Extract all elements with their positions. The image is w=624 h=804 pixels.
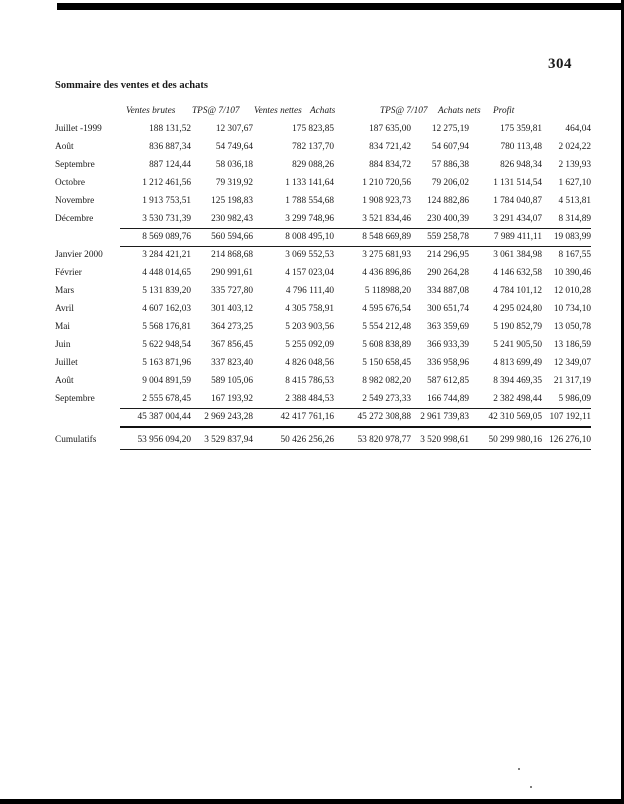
row-label: Juillet -1999: [55, 124, 102, 134]
cell-value: 12 275,19: [431, 124, 469, 134]
column-header-achats: Achats: [310, 106, 336, 116]
cell-value: 107 192,11: [542, 409, 591, 428]
cell-value: 2 555 678,45: [120, 391, 191, 409]
cell-value: 50 299 980,16: [469, 432, 542, 450]
table-row: [55, 283, 591, 301]
table-row: [55, 355, 591, 373]
row-label: Août: [55, 142, 74, 152]
cell-value: 887 124,44: [149, 160, 191, 170]
table-row: [55, 139, 591, 157]
cell-value: 8 415 786,53: [285, 376, 334, 386]
cell-value: 7 989 411,11: [469, 229, 542, 247]
column-header-ventes-brutes: Ventes brutes: [126, 106, 176, 116]
cell-value: 230 982,43: [191, 211, 253, 229]
cell-value: 3 069 552,53: [285, 250, 334, 260]
cell-value: 21 317,19: [553, 376, 591, 386]
cell-value: 214 868,68: [211, 250, 253, 260]
cell-value: 363 359,69: [427, 322, 469, 332]
cell-value: 5 203 903,56: [285, 322, 334, 332]
cell-value: 5 190 852,79: [493, 322, 542, 332]
cell-value: 2 549 273,33: [334, 391, 411, 409]
cell-value: 167 193,92: [191, 391, 253, 409]
cell-value: 2 961 739,83: [411, 409, 469, 428]
cell-value: 124 882,86: [427, 196, 469, 206]
cell-value: 79 319,92: [215, 178, 253, 188]
cell-value: 50 426 256,26: [253, 432, 334, 450]
cell-value: 187 635,00: [369, 124, 411, 134]
cell-value: 58 036,18: [215, 160, 253, 170]
row-label: [55, 409, 120, 428]
row-label: Août: [55, 376, 74, 386]
cell-value: 175 359,81: [500, 124, 542, 134]
cell-value: 5 986,09: [542, 391, 591, 409]
cell-value: 42 417 761,16: [253, 409, 334, 428]
cell-value: 1 627,10: [558, 178, 591, 188]
cell-value: 4 305 758,91: [285, 304, 334, 314]
cell-value: 8 008 495,10: [253, 229, 334, 247]
table-row: [55, 301, 591, 319]
cell-value: 5 622 948,54: [142, 340, 191, 350]
cell-value: 12 010,28: [553, 286, 591, 296]
cell-value: 367 856,45: [211, 340, 253, 350]
cell-value: 5 118988,20: [364, 286, 411, 296]
cell-value: 3 530 731,39: [120, 211, 191, 229]
cell-value: 13 186,59: [553, 340, 591, 350]
cell-value: 1 131 514,54: [493, 178, 542, 188]
table-row: [55, 211, 591, 229]
cell-value: 290 991,61: [211, 268, 253, 278]
cell-value: 42 310 569,05: [469, 409, 542, 428]
row-label: Septembre: [55, 394, 95, 404]
cell-value: 4 796 111,40: [285, 286, 334, 296]
row-label: Décembre: [55, 214, 94, 224]
cell-value: 464,04: [565, 124, 591, 134]
table-row: [55, 391, 591, 409]
row-label: Cumulatifs: [55, 435, 97, 445]
cell-value: 364 273,25: [211, 322, 253, 332]
cell-value: 54 749,64: [215, 142, 253, 152]
table-row: [55, 337, 591, 355]
row-label: Mars: [55, 286, 75, 296]
cell-value: 1 212 461,56: [142, 178, 191, 188]
cell-value: 3 299 748,96: [253, 211, 334, 229]
cell-value: 8 548 669,89: [334, 229, 411, 247]
cell-value: 9 004 891,59: [142, 376, 191, 386]
cell-value: 230 400,39: [411, 211, 469, 229]
cell-value: 782 137,70: [292, 142, 334, 152]
cell-value: 4 813 699,49: [493, 358, 542, 368]
row-label: Février: [55, 268, 82, 278]
cell-value: 1 210 720,56: [362, 178, 411, 188]
table-row: [55, 247, 591, 265]
cumulative-row: [55, 432, 591, 450]
table-row: [55, 121, 591, 139]
cell-value: 19 083,99: [542, 229, 591, 247]
column-header-ventes-nettes: Ventes nettes: [254, 106, 302, 116]
cell-value: 45 387 004,44: [120, 409, 191, 428]
cell-value: 3 520 998,61: [411, 432, 469, 450]
cell-value: 12 349,07: [553, 358, 591, 368]
cell-value: 8 167,55: [558, 250, 591, 260]
cell-value: 175 823,85: [292, 124, 334, 134]
cell-value: 8 569 089,76: [120, 229, 191, 247]
cell-value: 8 982 082,20: [362, 376, 411, 386]
cell-value: 2 024,22: [558, 142, 591, 152]
cell-value: 4 784 101,12: [493, 286, 542, 296]
table-row: [55, 373, 591, 391]
cell-value: 587 612,85: [427, 376, 469, 386]
cell-value: 2 388 484,53: [253, 391, 334, 409]
cell-value: 5 131 839,20: [142, 286, 191, 296]
cell-value: 4 595 676,54: [362, 304, 411, 314]
cell-value: 5 163 871,96: [142, 358, 191, 368]
row-label: Avril: [55, 304, 74, 314]
row-label: Novembre: [55, 196, 95, 206]
cell-value: 5 241 905,50: [493, 340, 542, 350]
row-label: Septembre: [55, 160, 95, 170]
cell-value: 188 131,52: [149, 124, 191, 134]
column-header-achats-nets: Achats nets: [438, 106, 481, 116]
cell-value: 79 206,02: [431, 178, 469, 188]
table-row: [55, 265, 591, 283]
scan-speck: [518, 768, 520, 770]
cell-value: 1 913 753,51: [142, 196, 191, 206]
row-label: Juin: [55, 340, 71, 350]
summary-table: [55, 121, 591, 450]
cell-value: 1 784 040,87: [493, 196, 542, 206]
cell-value: 53 956 094,20: [120, 432, 191, 450]
scan-border-top: [57, 3, 624, 10]
cell-value: 45 272 308,88: [334, 409, 411, 428]
cell-value: 301 403,12: [211, 304, 253, 314]
table-row: [55, 157, 591, 175]
cell-value: 4 436 896,86: [362, 268, 411, 278]
cell-value: 2 139,93: [558, 160, 591, 170]
cell-value: 559 258,78: [411, 229, 469, 247]
cell-value: 335 727,80: [211, 286, 253, 296]
cell-value: 126 276,10: [542, 432, 591, 450]
cell-value: 8 314,89: [542, 211, 591, 229]
cell-value: 13 050,78: [553, 322, 591, 332]
cell-value: 780 113,48: [500, 142, 542, 152]
cell-value: 5 568 176,81: [142, 322, 191, 332]
cell-value: 4 146 632,58: [493, 268, 542, 278]
row-label: Octobre: [55, 178, 85, 188]
cell-value: 836 887,34: [149, 142, 191, 152]
cell-value: 3 061 384,98: [493, 250, 542, 260]
cell-value: 4 826 048,56: [285, 358, 334, 368]
table-row: [55, 319, 591, 337]
row-label: Janvier 2000: [55, 250, 103, 260]
cell-value: 560 594,66: [191, 229, 253, 247]
cell-value: 4 607 162,03: [142, 304, 191, 314]
cell-value: 300 651,74: [427, 304, 469, 314]
cell-value: 3 521 834,46: [334, 211, 411, 229]
cell-value: 826 948,34: [500, 160, 542, 170]
cell-value: 884 834,72: [369, 160, 411, 170]
subtotal-row: [55, 229, 591, 247]
cell-value: 4 513,81: [558, 196, 591, 206]
total-row: [55, 409, 591, 427]
cell-value: 1 788 554,68: [285, 196, 334, 206]
cell-value: 2 382 498,44: [469, 391, 542, 409]
cell-value: 829 088,26: [292, 160, 334, 170]
column-header-tps-ventes: TPS@ 7/107: [192, 106, 240, 116]
cell-value: 8 394 469,35: [493, 376, 542, 386]
page-number: 304: [548, 56, 572, 72]
table-row: [55, 175, 591, 193]
column-header-tps-achats: TPS@ 7/107: [380, 106, 428, 116]
cell-value: 290 264,28: [427, 268, 469, 278]
document-title: Sommaire des ventes et des achats: [55, 80, 208, 91]
cell-value: 1 908 923,73: [362, 196, 411, 206]
table-row: [55, 193, 591, 211]
cell-value: 834 721,42: [369, 142, 411, 152]
cell-value: 2 969 243,28: [191, 409, 253, 428]
cell-value: 337 823,40: [211, 358, 253, 368]
cell-value: 4 295 024,80: [493, 304, 542, 314]
cell-value: 3 529 837,94: [191, 432, 253, 450]
cell-value: 1 133 141,64: [285, 178, 334, 188]
cell-value: 53 820 978,77: [334, 432, 411, 450]
cell-value: 589 105,06: [211, 376, 253, 386]
cell-value: 54 607,94: [431, 142, 469, 152]
cell-value: 10 734,10: [553, 304, 591, 314]
row-label: Mai: [55, 322, 70, 332]
column-header-profit: Profit: [493, 106, 515, 116]
scan-border-bottom: [0, 799, 624, 804]
cell-value: 3 291 434,07: [469, 211, 542, 229]
row-label: Juillet: [55, 358, 78, 368]
cell-value: 4 157 023,04: [285, 268, 334, 278]
cell-value: 5 150 658,45: [362, 358, 411, 368]
cell-value: 125 198,83: [211, 196, 253, 206]
cell-value: 3 284 421,21: [142, 250, 191, 260]
cell-value: 166 744,89: [411, 391, 469, 409]
cell-value: 334 887,08: [427, 286, 469, 296]
cell-value: 12 307,67: [215, 124, 253, 134]
cell-value: 366 933,39: [427, 340, 469, 350]
cell-value: 5 554 212,48: [362, 322, 411, 332]
row-label: [55, 229, 120, 247]
cell-value: 4 448 014,65: [142, 268, 191, 278]
cell-value: 3 275 681,93: [362, 250, 411, 260]
table-column-headers: [55, 106, 615, 120]
cell-value: 5 608 838,89: [362, 340, 411, 350]
cell-value: 57 886,38: [431, 160, 469, 170]
scan-speck: [530, 786, 532, 788]
cell-value: 5 255 092,09: [285, 340, 334, 350]
cell-value: 10 390,46: [553, 268, 591, 278]
cell-value: 214 296,95: [427, 250, 469, 260]
cell-value: 336 958,96: [427, 358, 469, 368]
